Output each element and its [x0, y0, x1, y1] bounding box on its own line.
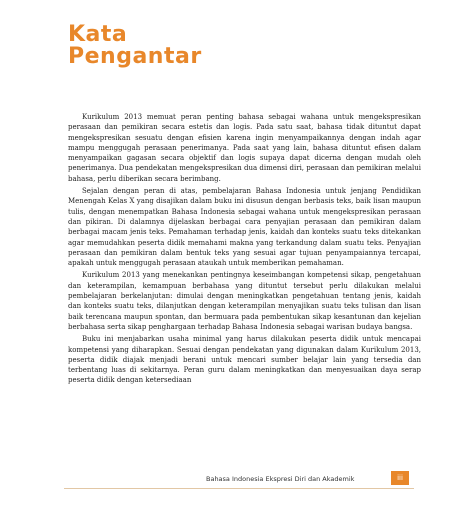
footer-divider: [64, 488, 414, 489]
paragraph: Buku ini menjabarkan usaha minimal yang harus dilakukan peserta didik untuk mencapai kompetensi yang diharapkan. Sesuai dengan pendekatan yang digunakan dalam Kurikulum 2013, peserta didik diajak menjadi berani untuk mencari sumber belajar lain yang tersedia dan terbentang luas di sekitarnya. Peran guru dalam meningkatkan dan menyesuaikan daya serap peserta didik dengan ketersediaan: [68, 335, 421, 385]
body-text: [68, 112, 421, 388]
page-number-badge: iii: [391, 471, 409, 485]
paragraph: Kurikulum 2013 yang menekankan pentingnya keseimbangan kompetensi sikap, pengetahuan dan keterampilan, kemampuan berbahasa yang dituntut tersebut perlu dilakukan melalui pembelajaran berkelanjutan: dimulai dengan meningkatkan pengetahuan tentang jenis, kaidah dan konteks suatu teks, dilanjutkan dengan keterampilan menyajikan suatu teks tulisan dan lisan baik terencana maupun spontan, dan bermuara pada pembentukan sikap kesantunan dan kejelian berbahasa serta sikap penghargaan terhadap Bahasa Indonesia sebagai warisan budaya bangsa.: [68, 271, 421, 331]
heading-line-1: Kata: [68, 22, 128, 47]
page-heading: [68, 24, 202, 68]
paragraph: Kurikulum 2013 memuat peran penting bahasa sebagai wahana untuk mengekspresikan perasaan dan pemikiran secara estetis dan logis. Pada satu saat, bahasa tidak dituntut dapat mengekspresikan sesuatu dengan efisien karena ingin menyampaikannya dengan indah agar mampu menggugah perasaan penerimanya. Pada saat yang lain, bahasa dituntut efisen dalam menyampaikan gagasan secara objektif dan logis supaya dapat dicerna dengan mudah oleh penerimanya. Dua pendekatan mengekspresikan dua dimensi diri, perasaan dan pemikiran melalui bahasa, perlu diberikan secara berimbang.: [68, 113, 421, 183]
heading-line-2: Pengantar: [68, 44, 202, 69]
paragraph: Sejalan dengan peran di atas, pembelajaran Bahasa Indonesia untuk jenjang Pendidikan Menengah Kelas X yang disajikan dalam buku ini disusun dengan berbasis teks, baik lisan maupun tulis, dengan menempatkan Bahasa Indonesia sebagai wahana untuk mengekspresikan perasaan dan pikiran. Di dalamnya dijelaskan berbagai cara penyajian perasaan dan pemikiran dalam berbagai macam jenis teks. Pemahaman terhadap jenis, kaidah dan konteks suatu teks ditekankan agar memudahkan peserta didik memahami makna yang terkandung dalam suatu teks. Penyajian perasaan dan pemikiran dalam bentuk teks yang sesuai agar tujuan penyampaiannya tercapai, apakah untuk menggugah perasaan ataukah untuk memberikan pemahaman.: [68, 187, 421, 268]
footer-book-title: Bahasa Indonesia Ekspresi Diri dan Akademik: [206, 475, 355, 483]
